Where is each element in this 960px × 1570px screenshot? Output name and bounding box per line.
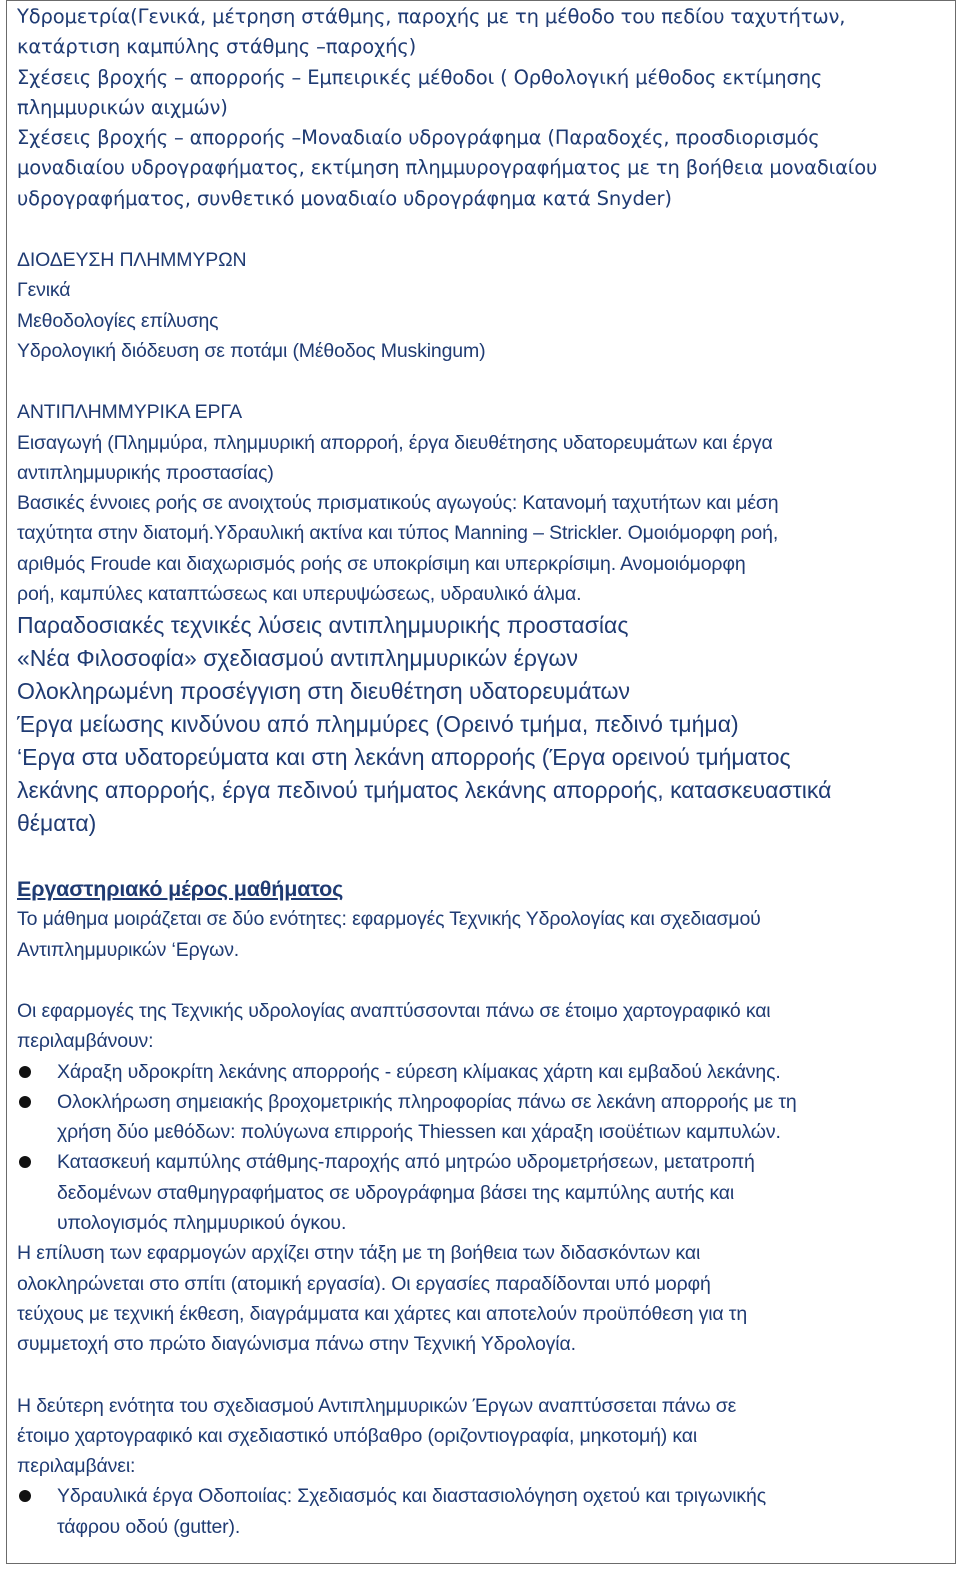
text-line: Υδρολογική διόδευση σε ποτάμι (Μέθοδος Muskingum) bbox=[17, 339, 486, 362]
text-line: Μεθοδολογίες επίλυσης bbox=[17, 309, 219, 332]
text-line: κατάρτιση καμπύλης στάθμης –παροχής) bbox=[17, 35, 417, 59]
text-line: μοναδιαίου υδρογραφήματος, εκτίμηση πλημμυρογραφήματος με τη βοήθεια μοναδιαίου bbox=[17, 156, 878, 180]
text-line: ταχύτητα στην διατομή.Υδραυλική ακτίνα και τύπος Manning – Strickler. Ομοιόμορφη ροή, bbox=[17, 522, 779, 545]
text-line: Ολοκλήρωση σημειακής βροχομετρικής πληροφορίας πάνω σε λεκάνη απορροής με τη bbox=[57, 1090, 797, 1113]
text-line-large: «Νέα Φιλοσοφία» σχεδιασμού αντιπλημμυρικών έργων bbox=[17, 645, 578, 672]
text-line: Γενικά bbox=[17, 279, 71, 302]
text-line-large: Παραδοσιακές τεχνικές λύσεις αντιπλημμυρικής προστασίας bbox=[17, 612, 629, 639]
applications-list bbox=[17, 1057, 952, 1239]
lab-heading: Εργαστηριακό μέρος μαθήματος bbox=[17, 877, 344, 902]
text-line-large: λεκάνης απορροής, έργα πεδινού τμήματος λεκάνης απορροής, κατασκευαστικά bbox=[17, 777, 832, 804]
text-line: Αντιπλημμυρικών ‘Εργων. bbox=[17, 938, 240, 961]
bullet-icon bbox=[19, 1066, 31, 1078]
text-line: δεδομένων σταθμηγραφήματος σε υδρογράφημα βάσει της καμπύλης αυτής και bbox=[57, 1181, 735, 1204]
text-line: ροή, καμπύλες καταπτώσεως και υπερυψώσεως, υδραυλικό άλμα. bbox=[17, 583, 582, 606]
text-line: Η δεύτερη ενότητα του σχεδιασμού Αντιπλημμυρικών Έργων αναπτύσσεται πάνω σε bbox=[17, 1394, 737, 1417]
bullet-icon bbox=[19, 1096, 31, 1108]
section-heading: ΔΙΟΔΕΥΣΗ ΠΛΗΜΜΥΡΩΝ bbox=[17, 249, 247, 272]
text-line: Υδραυλικά έργα Οδοποιίας: Σχεδιασμός και διαστασιολόγηση οχετού και τριγωνικής bbox=[57, 1485, 766, 1508]
text-line: περιλαμβάνουν: bbox=[17, 1030, 154, 1053]
text-line: συμμετοχή στο πρώτο διαγώνισμα πάνω στην Τεχνική Υδρολογία. bbox=[17, 1333, 576, 1356]
text-line: Βασικές έννοιες ροής σε ανοιχτούς πρισματικούς αγωγούς: Κατανομή ταχυτήτων και μέση bbox=[17, 492, 779, 515]
bullet-icon bbox=[19, 1156, 31, 1168]
lab-section bbox=[17, 874, 952, 1542]
text-line: τάφρου οδού (gutter). bbox=[57, 1515, 241, 1538]
list-item bbox=[17, 1087, 952, 1148]
text-line: υπολογισμός πλημμυρικού όγκου. bbox=[57, 1212, 347, 1235]
text-line-large: Ολοκληρωμένη προσέγγιση στη διευθέτηση υδατορευμάτων bbox=[17, 678, 630, 705]
text-line-large: Έργα μείωσης κινδύνου από πλημμύρες (Ορεινό τμήμα, πεδινό τμήμα) bbox=[17, 711, 739, 738]
hydrology-topics bbox=[17, 2, 952, 214]
text-line: περιλαμβάνει: bbox=[17, 1455, 136, 1478]
text-line: αντιπλημμυρικής προστασίας) bbox=[17, 461, 274, 484]
text-line: Εισαγωγή (Πλημμύρα, πλημμυρική απορροή, έργα διευθέτησης υδατορευμάτων και έργα bbox=[17, 431, 773, 454]
bullet-icon bbox=[19, 1490, 31, 1502]
text-line: Οι εφαρμογές της Τεχνικής υδρολογίας αναπτύσσονται πάνω σε έτοιμο χαρτογραφικό και bbox=[17, 999, 771, 1022]
text-line: Κατασκευή καμπύλης στάθμης-παροχής από μητρώο υδρομετρήσεων, μετατροπή bbox=[57, 1151, 755, 1174]
road-works-list bbox=[17, 1481, 952, 1542]
text-line-large: θέματα) bbox=[17, 810, 97, 837]
list-item bbox=[17, 1057, 952, 1087]
text-line: ολοκληρώνεται στο σπίτι (ατομική εργασία). Οι εργασίες παραδίδονται υπό μορφή bbox=[17, 1272, 711, 1295]
text-line: Σχέσεις βροχής – απορροής – Εμπειρικές μέθοδοι ( Ορθολογική μέθοδος εκτίμησης bbox=[17, 65, 823, 89]
text-line-large: ‘Εργα στα υδατορεύματα και στη λεκάνη απορροής (Έργα ορεινού τμήματος bbox=[17, 744, 791, 771]
list-item bbox=[17, 1481, 952, 1542]
text-line: έτοιμο χαρτογραφικό και σχεδιαστικό υπόβαθρο (οριζοντιογραφία, μηκοτομή) και bbox=[17, 1424, 698, 1447]
list-item bbox=[17, 1147, 952, 1238]
text-line: Υδρομετρία(Γενικά, μέτρηση στάθμης, παροχής με τη μέθοδο του πεδίου ταχυτήτων, bbox=[17, 5, 846, 28]
text-line: χρήση δύο μεθόδων: πολύγωνα επιρροής Thiessen και χάραξη ισοϋέτιων καμπυλών. bbox=[57, 1121, 781, 1144]
text-line: τεύχους με τεχνική έκθεση, διαγράμματα και χάρτες και αποτελούν προϋπόθεση για τη bbox=[17, 1302, 748, 1325]
text-line: πλημμυρικών αιχμών) bbox=[17, 95, 228, 119]
document-body bbox=[17, 2, 952, 1542]
flood-routing-section bbox=[17, 245, 952, 366]
text-line: Η επίλυση των εφαρμογών αρχίζει στην τάξη με τη βοήθεια των διδασκόντων και bbox=[17, 1242, 701, 1265]
text-line: Χάραξη υδροκρίτη λεκάνης απορροής - εύρεση κλίμακας χάρτη και εμβαδού λεκάνης. bbox=[57, 1060, 781, 1083]
text-line: Σχέσεις βροχής – απορροής –Μοναδιαίο υδρογράφημα (Παραδοχές, προσδιορισμός bbox=[17, 126, 820, 150]
text-line: υδρογραφήματος, συνθετικό μοναδιαίο υδρογράφημα κατά Snyder) bbox=[17, 186, 672, 210]
text-line: Το μάθημα μοιράζεται σε δύο ενότητες: εφαρμογές Τεχνικής Υδρολογίας και σχεδιασμού bbox=[17, 908, 761, 931]
text-line: αριθμός Froude και διαχωρισμός ροής σε υποκρίσιμη και υπερκρίσιμη. Ανομοιόμορφη bbox=[17, 552, 746, 575]
section-heading: ΑΝΤΙΠΛΗΜΜΥΡΙΚΑ ΕΡΓΑ bbox=[17, 401, 242, 424]
flood-works-section bbox=[17, 397, 952, 840]
